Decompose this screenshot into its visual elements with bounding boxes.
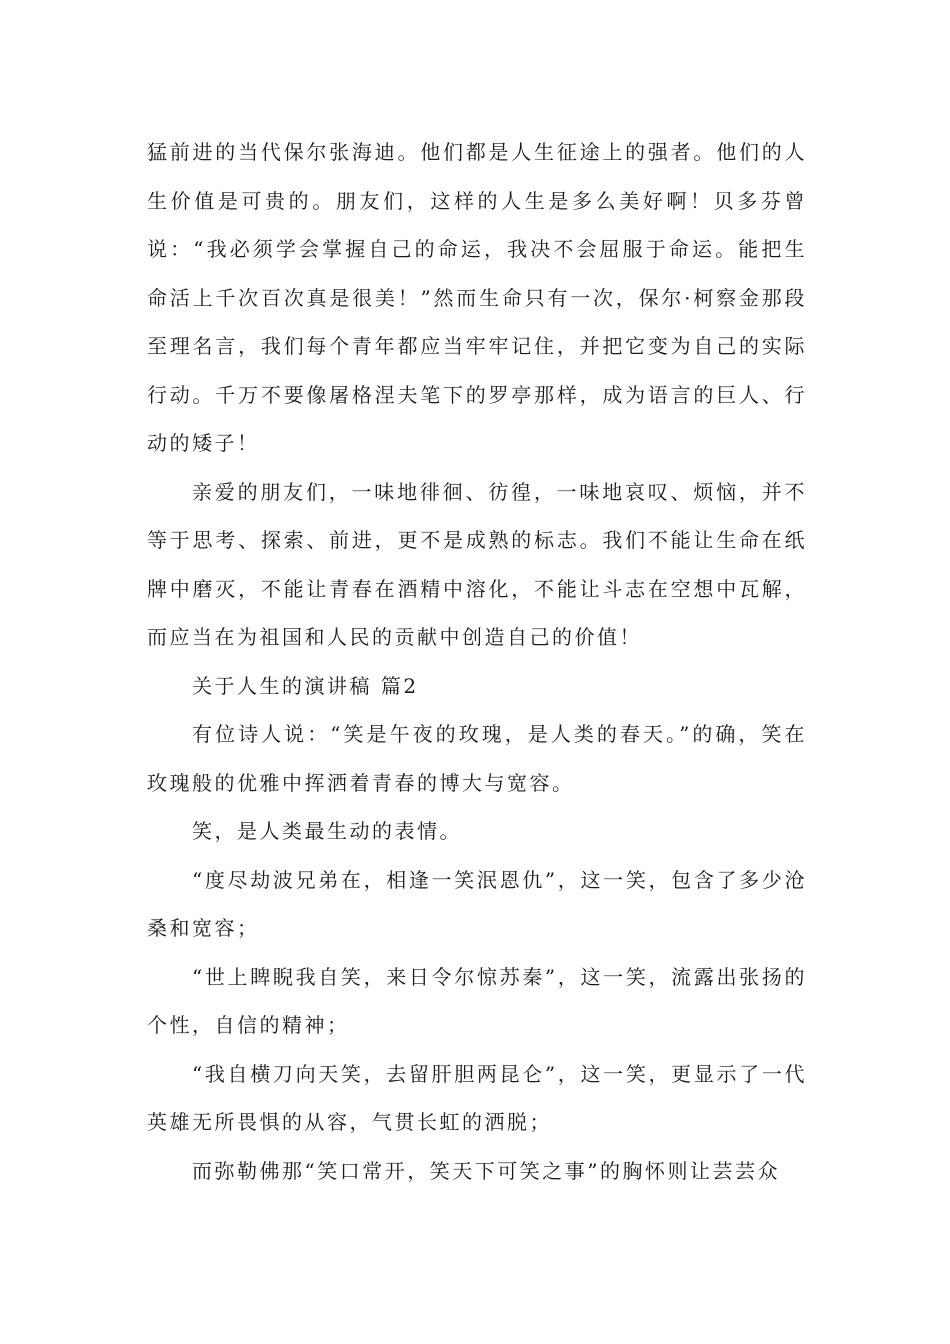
document-body [147,128,807,1195]
paragraph: “世上睥睨我自笑，来日令尔惊苏秦”，这一笑，流露出张扬的个性，自信的精神； [147,964,807,1037]
paragraph: 笑，是人类最生动的表情。 [192,819,462,843]
section-heading: 关于人生的演讲稿 篇2 [192,673,419,698]
paragraph: 而弥勒佛那“笑口常开，笑天下可笑之事”的胸怀则让芸芸众 [192,1158,780,1183]
paragraph: 亲爱的朋友们，一味地徘徊、彷徨，一味地哀叹、烦恼，并不等于思考、探索、前进，更不是成熟的标志。我们不能让生命在纸牌中磨灭，不能让青春在酒精中溶化，不能让斗志在空想中瓦解，而应当在为祖国和人民的贡献中创造自己的价值！ [147,479,807,649]
paragraph: 有位诗人说：“笑是午夜的玫瑰，是人类的春天。”的确，笑在玫瑰般的优雅中挥洒着青春的博大与宽容。 [147,722,807,795]
paragraph: 猛前进的当代保尔张海迪。他们都是人生征途上的强者。他们的人生价值是可贵的。朋友们，这样的人生是多么美好啊！贝多芬曾说：“我必须学会掌握自己的命运，我决不会屈服于命运。能把生命活上千次百次真是很美！”然而生命只有一次，保尔·柯察金那段至理名言，我们每个青年都应当牢牢记住，并把它变为自己的实际行动。千万不要像屠格涅夫笔下的罗亭那样，成为语言的巨人、行动的矮子！ [147,140,807,455]
paragraph: “我自横刀向天笑，去留肝胆两昆仑”，这一笑，更显示了一代英雄无所畏惧的从容，气贯长虹的洒脱； [147,1061,807,1134]
paragraph: “度尽劫波兄弟在，相逢一笑泯恩仇”，这一笑，包含了多少沧桑和宽容； [147,867,807,940]
